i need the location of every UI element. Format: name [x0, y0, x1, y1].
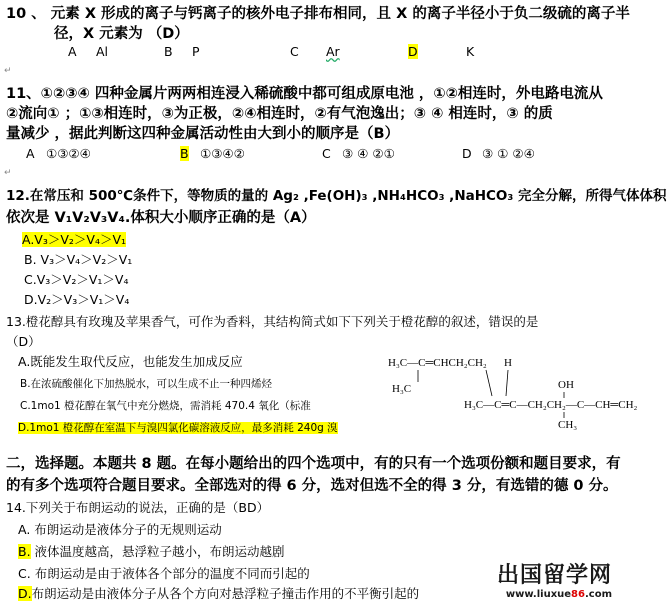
q10-opt-b-letter: B	[164, 44, 173, 59]
q13-line1: 13.橙花醇具有玫瑰及苹果香气，可作为香料，其结构简式如下下列关于橙花醇的叙述，错误的是	[6, 314, 539, 329]
paragraph-mark: ↵	[4, 66, 12, 76]
q14-opt-c	[18, 564, 310, 584]
formula-oh: OH	[558, 379, 574, 391]
q10-line1: 10 、 元素 X 形成的离子与钙离子的核外电子排布相同，且 X 的离子半径小于负二级硫的离子半	[6, 6, 630, 22]
paragraph-mark: ↵	[4, 168, 12, 178]
q14-opt-b-letter: B.	[18, 544, 31, 559]
site-logo	[497, 558, 612, 600]
q13-opt-d	[18, 418, 338, 438]
q14-opt-b-text: 液体温度越高，悬浮粒子越小，布朗运动越剧	[34, 544, 285, 559]
q11-opt-c-text: ③ ④ ②①	[342, 146, 395, 161]
q11-opt-a-text: ①③②④	[46, 146, 91, 161]
q12-opt-c: C.V₃＞V₂＞V₁＞V₄	[24, 272, 129, 287]
q10-opt-c-letter: C	[290, 44, 299, 59]
q14-opt-d-text: 布朗运动是由液体分子从各个方向对悬浮粒子撞击作用的不平衡引起的	[31, 586, 420, 601]
logo-url-suffix: .com	[584, 589, 612, 600]
q10-opt-a-text: Al	[96, 44, 109, 59]
formula-bottom-left: H₃C	[392, 383, 412, 395]
q10-opt-b-text: P	[192, 44, 200, 59]
logo-url-num: 86	[571, 589, 585, 600]
q12-line1: 12.在常压和 500℃条件下，等物质的量的 Ag₂ ,Fe(OH)₃ ,NH₄HCO₃ ,NaHCO₃ 完全分解，所得气体体积	[6, 188, 667, 204]
q10-line2: 径，X 元素为 （D）	[54, 26, 189, 42]
q11-opt-a-letter: A	[26, 146, 35, 161]
q13-opt-d-highlight: D.1mo1 橙花醇在室温下与溴四氯化碳溶液反应，最多消耗 240g 溴	[18, 422, 338, 434]
logo-url	[497, 589, 612, 600]
formula-top-left: H₃C—C═CHCH₂CH₂	[388, 357, 487, 369]
section2-line2: 的有多个选项符合题目要求。全部选对的得 6 分，选对但选不全的得 3 分，有选错的德 0 分。	[6, 478, 618, 494]
q14-opt-c-text: 布朗运动是由于液体各个部分的温度不同而引起的	[34, 566, 310, 581]
q11-line3: 量减少 ，据此判断这四种金属活动性由大到小的顺序是（B）	[6, 126, 400, 142]
q11-opt-b-text: ①③④②	[200, 146, 245, 161]
section2-line1: 二，选择题。本题共 8 题。在每小题给出的四个选项中，有的只有一个选项份额和题目要求，有	[6, 456, 621, 472]
formula-svg	[388, 352, 638, 432]
q13-opt-b: B.在浓硫酸催化下加热脱水，可以生成不止一种四烯烃	[20, 378, 273, 390]
q10-opt-a-letter: A	[68, 44, 77, 59]
q14-stem: 14.下列关于布朗运动的说法，正确的是（BD）	[6, 500, 270, 515]
formula-main-chain: H₃C—C═C—CH₂CH₂—C—CH═CH₂	[464, 399, 638, 411]
q10-opt-c-text: Ar	[326, 44, 340, 59]
formula-bond-3	[506, 370, 508, 396]
logo-url-prefix: www.liuxue	[505, 589, 572, 600]
formula-ch3: CH₃	[558, 419, 578, 431]
structural-formula	[388, 352, 638, 432]
q11-opt-c-letter: C	[322, 146, 331, 161]
logo-name: 出国留学网	[496, 563, 612, 588]
q14-opt-b	[18, 542, 285, 562]
q11-line2: ②流向① ；①③相连时，③为正极，②④相连时，②有气泡逸出；③ ④ 相连时，③ 的质	[6, 106, 553, 122]
q11-opt-b-letter: B	[180, 146, 189, 161]
q14-opt-c-letter: C.	[18, 566, 31, 581]
q14-opt-a	[18, 520, 222, 540]
q12-opt-d: D.V₂＞V₃＞V₁＞V₄	[24, 292, 130, 307]
formula-bond-2	[486, 370, 492, 396]
q12-opt-b: B. V₃＞V₄＞V₂＞V₁	[24, 252, 133, 267]
q13-line2: （D）	[6, 334, 41, 349]
q14-opt-a-text: 布朗运动是液体分子的无规则运动	[34, 522, 222, 537]
q14-opt-d-letter: D.	[18, 586, 32, 601]
q13-opt-c: C.1mo1 橙花醇在氧气中充分燃烧，需消耗 470.4 氧化（标准	[20, 400, 311, 412]
q14-opt-d	[18, 584, 419, 604]
q11-opt-d-text: ③ ① ②④	[482, 146, 535, 161]
formula-top-h: H	[504, 357, 512, 369]
q14-opt-a-letter: A.	[18, 522, 31, 537]
q11-opt-d-letter: D	[462, 146, 472, 161]
q10-opt-d-text: K	[466, 44, 475, 59]
q10-opt-d-letter: D	[408, 44, 418, 59]
q12-opt-a	[22, 230, 126, 250]
q12-line2: 依次是 V₁V₂V₃V₄.体积大小顺序正确的是（A）	[6, 210, 316, 226]
q12-opt-a-highlight: A.V₃＞V₂＞V₄＞V₁	[22, 232, 127, 247]
q13-opt-a: A.既能发生取代反应，也能发生加成反应	[18, 354, 243, 369]
q11-line1: 11、①②③④ 四种金属片两两相连浸入稀硫酸中都可组成原电池 ，①②相连时，外电路电流从	[6, 86, 603, 102]
